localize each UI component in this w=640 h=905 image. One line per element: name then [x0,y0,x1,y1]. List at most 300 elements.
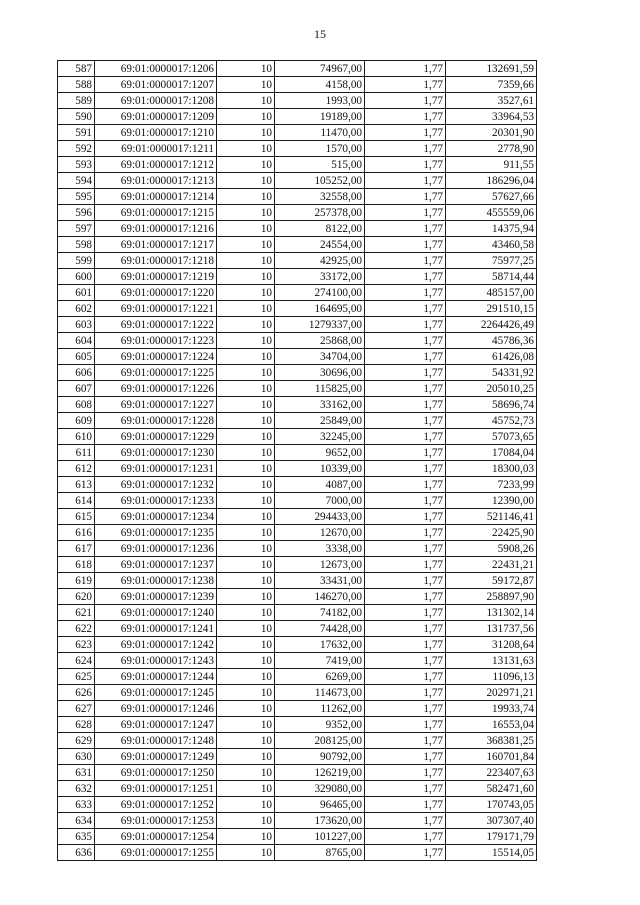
cadastral-number-cell: 69:01:0000017:1244 [95,669,217,685]
row-number-cell: 592 [58,141,95,157]
cadastral-number-cell: 69:01:0000017:1254 [95,829,217,845]
amount-cell: 179171,79 [446,829,537,845]
amount-cell: 485157,00 [446,285,537,301]
row-number-cell: 605 [58,349,95,365]
cadastral-number-cell: 69:01:0000017:1241 [95,621,217,637]
rate-cell: 10 [217,381,275,397]
row-number-cell: 603 [58,317,95,333]
table-row [58,269,537,285]
table-row [58,669,537,685]
amount-cell: 61426,08 [446,349,537,365]
row-number-cell: 636 [58,845,95,861]
cadastral-number-cell: 69:01:0000017:1228 [95,413,217,429]
cadastral-value-cell: 1993,00 [275,93,365,109]
coefficient-cell: 1,77 [365,205,446,221]
table-row [58,397,537,413]
coefficient-cell: 1,77 [365,797,446,813]
cadastral-value-cell: 19189,00 [275,109,365,125]
cadastral-value-cell: 34704,00 [275,349,365,365]
table-row [58,333,537,349]
row-number-cell: 619 [58,573,95,589]
row-number-cell: 622 [58,621,95,637]
coefficient-cell: 1,77 [365,845,446,861]
amount-cell: 170743,05 [446,797,537,813]
rate-cell: 10 [217,653,275,669]
cadastral-value-cell: 74428,00 [275,621,365,637]
coefficient-cell: 1,77 [365,637,446,653]
table-row [58,237,537,253]
coefficient-cell: 1,77 [365,349,446,365]
coefficient-cell: 1,77 [365,701,446,717]
coefficient-cell: 1,77 [365,733,446,749]
table-row [58,173,537,189]
rate-cell: 10 [217,557,275,573]
rate-cell: 10 [217,429,275,445]
rate-cell: 10 [217,589,275,605]
row-number-cell: 626 [58,685,95,701]
cadastral-value-cell: 1279337,00 [275,317,365,333]
row-number-cell: 621 [58,605,95,621]
cadastral-value-cell: 164695,00 [275,301,365,317]
rate-cell: 10 [217,61,275,77]
rate-cell: 10 [217,669,275,685]
amount-cell: 58714,44 [446,269,537,285]
cadastral-value-cell: 32558,00 [275,189,365,205]
rate-cell: 10 [217,333,275,349]
cadastral-value-cell: 74182,00 [275,605,365,621]
row-number-cell: 623 [58,637,95,653]
cadastral-value-cell: 3338,00 [275,541,365,557]
rate-cell: 10 [217,573,275,589]
row-number-cell: 606 [58,365,95,381]
coefficient-cell: 1,77 [365,525,446,541]
rate-cell: 10 [217,365,275,381]
rate-cell: 10 [217,109,275,125]
table-row [58,477,537,493]
cadastral-number-cell: 69:01:0000017:1221 [95,301,217,317]
cadastral-number-cell: 69:01:0000017:1245 [95,685,217,701]
row-number-cell: 590 [58,109,95,125]
coefficient-cell: 1,77 [365,285,446,301]
amount-cell: 57073,65 [446,429,537,445]
coefficient-cell: 1,77 [365,589,446,605]
rate-cell: 10 [217,749,275,765]
coefficient-cell: 1,77 [365,685,446,701]
cadastral-number-cell: 69:01:0000017:1210 [95,125,217,141]
cadastral-value-cell: 33431,00 [275,573,365,589]
cadastral-value-cell: 7419,00 [275,653,365,669]
cadastral-value-cell: 10339,00 [275,461,365,477]
row-number-cell: 602 [58,301,95,317]
row-number-cell: 625 [58,669,95,685]
cadastral-value-cell: 25849,00 [275,413,365,429]
amount-cell: 15514,05 [446,845,537,861]
amount-cell: 12390,00 [446,493,537,509]
cadastral-number-cell: 69:01:0000017:1226 [95,381,217,397]
rate-cell: 10 [217,349,275,365]
table-row [58,221,537,237]
cadastral-value-cell: 6269,00 [275,669,365,685]
cadastral-value-cell: 329080,00 [275,781,365,797]
row-number-cell: 629 [58,733,95,749]
amount-cell: 18300,03 [446,461,537,477]
cadastral-value-cell: 4087,00 [275,477,365,493]
coefficient-cell: 1,77 [365,77,446,93]
amount-cell: 54331,92 [446,365,537,381]
amount-cell: 75977,25 [446,253,537,269]
cadastral-value-cell: 9352,00 [275,717,365,733]
cadastral-value-cell: 11262,00 [275,701,365,717]
cadastral-value-cell: 105252,00 [275,173,365,189]
coefficient-cell: 1,77 [365,461,446,477]
table-row [58,829,537,845]
cadastral-number-cell: 69:01:0000017:1251 [95,781,217,797]
coefficient-cell: 1,77 [365,605,446,621]
coefficient-cell: 1,77 [365,397,446,413]
table-row [58,349,537,365]
amount-cell: 258897,90 [446,589,537,605]
coefficient-cell: 1,77 [365,157,446,173]
rate-cell: 10 [217,285,275,301]
coefficient-cell: 1,77 [365,61,446,77]
table-row [58,77,537,93]
cadastral-value-cell: 8122,00 [275,221,365,237]
cadastral-number-cell: 69:01:0000017:1238 [95,573,217,589]
cadastral-number-cell: 69:01:0000017:1211 [95,141,217,157]
amount-cell: 45752,73 [446,413,537,429]
coefficient-cell: 1,77 [365,173,446,189]
cadastral-value-cell: 115825,00 [275,381,365,397]
amount-cell: 3527,61 [446,93,537,109]
coefficient-cell: 1,77 [365,829,446,845]
row-number-cell: 612 [58,461,95,477]
rate-cell: 10 [217,157,275,173]
rate-cell: 10 [217,237,275,253]
amount-cell: 31208,64 [446,637,537,653]
rate-cell: 10 [217,397,275,413]
coefficient-cell: 1,77 [365,445,446,461]
amount-cell: 22425,90 [446,525,537,541]
row-number-cell: 609 [58,413,95,429]
cadastral-number-cell: 69:01:0000017:1239 [95,589,217,605]
table-row [58,317,537,333]
table-row [58,461,537,477]
cadastral-value-cell: 8765,00 [275,845,365,861]
coefficient-cell: 1,77 [365,269,446,285]
coefficient-cell: 1,77 [365,493,446,509]
table-row [58,253,537,269]
row-number-cell: 594 [58,173,95,189]
coefficient-cell: 1,77 [365,333,446,349]
cadastral-value-cell: 12670,00 [275,525,365,541]
cadastral-number-cell: 69:01:0000017:1218 [95,253,217,269]
cadastral-number-cell: 69:01:0000017:1247 [95,717,217,733]
table-row [58,797,537,813]
cadastral-value-cell: 30696,00 [275,365,365,381]
amount-cell: 13131,63 [446,653,537,669]
table-row [58,413,537,429]
table-row [58,589,537,605]
amount-cell: 131737,56 [446,621,537,637]
row-number-cell: 614 [58,493,95,509]
cadastral-number-cell: 69:01:0000017:1242 [95,637,217,653]
rate-cell: 10 [217,301,275,317]
cadastral-number-cell: 69:01:0000017:1234 [95,509,217,525]
cadastral-number-cell: 69:01:0000017:1252 [95,797,217,813]
cadastral-value-cell: 257378,00 [275,205,365,221]
row-number-cell: 604 [58,333,95,349]
amount-cell: 223407,63 [446,765,537,781]
row-number-cell: 595 [58,189,95,205]
table-row [58,685,537,701]
cadastral-value-cell: 114673,00 [275,685,365,701]
parcel-table [57,60,537,861]
cadastral-number-cell: 69:01:0000017:1217 [95,237,217,253]
row-number-cell: 628 [58,717,95,733]
table-row [58,205,537,221]
cadastral-number-cell: 69:01:0000017:1212 [95,157,217,173]
table-row [58,573,537,589]
cadastral-number-cell: 69:01:0000017:1248 [95,733,217,749]
cadastral-value-cell: 42925,00 [275,253,365,269]
amount-cell: 16553,04 [446,717,537,733]
cadastral-value-cell: 24554,00 [275,237,365,253]
coefficient-cell: 1,77 [365,749,446,765]
table-row [58,765,537,781]
coefficient-cell: 1,77 [365,253,446,269]
coefficient-cell: 1,77 [365,221,446,237]
row-number-cell: 634 [58,813,95,829]
rate-cell: 10 [217,685,275,701]
rate-cell: 10 [217,173,275,189]
rate-cell: 10 [217,845,275,861]
cadastral-number-cell: 69:01:0000017:1216 [95,221,217,237]
amount-cell: 2264426,49 [446,317,537,333]
cadastral-number-cell: 69:01:0000017:1207 [95,77,217,93]
cadastral-number-cell: 69:01:0000017:1222 [95,317,217,333]
amount-cell: 57627,66 [446,189,537,205]
cadastral-number-cell: 69:01:0000017:1214 [95,189,217,205]
row-number-cell: 610 [58,429,95,445]
coefficient-cell: 1,77 [365,669,446,685]
row-number-cell: 618 [58,557,95,573]
coefficient-cell: 1,77 [365,189,446,205]
cadastral-value-cell: 101227,00 [275,829,365,845]
table-row [58,381,537,397]
table-row [58,701,537,717]
amount-cell: 202971,21 [446,685,537,701]
rate-cell: 10 [217,733,275,749]
cadastral-number-cell: 69:01:0000017:1213 [95,173,217,189]
amount-cell: 291510,15 [446,301,537,317]
table-row [58,189,537,205]
cadastral-number-cell: 69:01:0000017:1243 [95,653,217,669]
table-row [58,285,537,301]
table-row [58,493,537,509]
rate-cell: 10 [217,317,275,333]
amount-cell: 22431,21 [446,557,537,573]
rate-cell: 10 [217,189,275,205]
coefficient-cell: 1,77 [365,365,446,381]
cadastral-number-cell: 69:01:0000017:1232 [95,477,217,493]
coefficient-cell: 1,77 [365,541,446,557]
cadastral-number-cell: 69:01:0000017:1233 [95,493,217,509]
cadastral-value-cell: 294433,00 [275,509,365,525]
amount-cell: 2778,90 [446,141,537,157]
amount-cell: 58696,74 [446,397,537,413]
amount-cell: 33964,53 [446,109,537,125]
rate-cell: 10 [217,269,275,285]
rate-cell: 10 [217,813,275,829]
amount-cell: 59172,87 [446,573,537,589]
cadastral-number-cell: 69:01:0000017:1227 [95,397,217,413]
table-row [58,93,537,109]
coefficient-cell: 1,77 [365,301,446,317]
row-number-cell: 635 [58,829,95,845]
coefficient-cell: 1,77 [365,141,446,157]
table-row [58,445,537,461]
cadastral-value-cell: 208125,00 [275,733,365,749]
amount-cell: 5908,26 [446,541,537,557]
cadastral-number-cell: 69:01:0000017:1237 [95,557,217,573]
cadastral-value-cell: 515,00 [275,157,365,173]
amount-cell: 7359,66 [446,77,537,93]
coefficient-cell: 1,77 [365,717,446,733]
cadastral-value-cell: 146270,00 [275,589,365,605]
rate-cell: 10 [217,77,275,93]
row-number-cell: 627 [58,701,95,717]
rate-cell: 10 [217,701,275,717]
coefficient-cell: 1,77 [365,109,446,125]
row-number-cell: 593 [58,157,95,173]
table-row [58,733,537,749]
table-row [58,365,537,381]
row-number-cell: 588 [58,77,95,93]
row-number-cell: 587 [58,61,95,77]
table-row [58,621,537,637]
rate-cell: 10 [217,541,275,557]
cadastral-value-cell: 1570,00 [275,141,365,157]
row-number-cell: 608 [58,397,95,413]
cadastral-value-cell: 126219,00 [275,765,365,781]
cadastral-number-cell: 69:01:0000017:1255 [95,845,217,861]
cadastral-number-cell: 69:01:0000017:1215 [95,205,217,221]
rate-cell: 10 [217,461,275,477]
table-row [58,125,537,141]
cadastral-number-cell: 69:01:0000017:1209 [95,109,217,125]
table-row [58,429,537,445]
cadastral-value-cell: 274100,00 [275,285,365,301]
cadastral-number-cell: 69:01:0000017:1224 [95,349,217,365]
row-number-cell: 598 [58,237,95,253]
cadastral-value-cell: 33172,00 [275,269,365,285]
amount-cell: 11096,13 [446,669,537,685]
amount-cell: 17084,04 [446,445,537,461]
table-row [58,717,537,733]
coefficient-cell: 1,77 [365,381,446,397]
amount-cell: 186296,04 [446,173,537,189]
amount-cell: 521146,41 [446,509,537,525]
coefficient-cell: 1,77 [365,557,446,573]
row-number-cell: 616 [58,525,95,541]
coefficient-cell: 1,77 [365,653,446,669]
cadastral-value-cell: 17632,00 [275,637,365,653]
cadastral-number-cell: 69:01:0000017:1223 [95,333,217,349]
amount-cell: 205010,25 [446,381,537,397]
row-number-cell: 591 [58,125,95,141]
rate-cell: 10 [217,525,275,541]
row-number-cell: 589 [58,93,95,109]
row-number-cell: 597 [58,221,95,237]
table-row [58,109,537,125]
rate-cell: 10 [217,829,275,845]
cadastral-number-cell: 69:01:0000017:1220 [95,285,217,301]
row-number-cell: 624 [58,653,95,669]
row-number-cell: 600 [58,269,95,285]
table-row [58,61,537,77]
amount-cell: 368381,25 [446,733,537,749]
coefficient-cell: 1,77 [365,813,446,829]
cadastral-number-cell: 69:01:0000017:1246 [95,701,217,717]
cadastral-value-cell: 7000,00 [275,493,365,509]
table-row [58,525,537,541]
rate-cell: 10 [217,605,275,621]
cadastral-value-cell: 74967,00 [275,61,365,77]
cadastral-number-cell: 69:01:0000017:1229 [95,429,217,445]
amount-cell: 160701,84 [446,749,537,765]
coefficient-cell: 1,77 [365,237,446,253]
cadastral-value-cell: 33162,00 [275,397,365,413]
row-number-cell: 631 [58,765,95,781]
coefficient-cell: 1,77 [365,125,446,141]
row-number-cell: 601 [58,285,95,301]
cadastral-value-cell: 173620,00 [275,813,365,829]
rate-cell: 10 [217,509,275,525]
row-number-cell: 633 [58,797,95,813]
cadastral-number-cell: 69:01:0000017:1253 [95,813,217,829]
coefficient-cell: 1,77 [365,477,446,493]
rate-cell: 10 [217,781,275,797]
cadastral-value-cell: 12673,00 [275,557,365,573]
amount-cell: 43460,58 [446,237,537,253]
rate-cell: 10 [217,125,275,141]
cadastral-number-cell: 69:01:0000017:1235 [95,525,217,541]
rate-cell: 10 [217,717,275,733]
coefficient-cell: 1,77 [365,765,446,781]
rate-cell: 10 [217,493,275,509]
table-row [58,557,537,573]
cadastral-value-cell: 96465,00 [275,797,365,813]
coefficient-cell: 1,77 [365,317,446,333]
cadastral-value-cell: 25868,00 [275,333,365,349]
cadastral-number-cell: 69:01:0000017:1230 [95,445,217,461]
cadastral-number-cell: 69:01:0000017:1240 [95,605,217,621]
row-number-cell: 611 [58,445,95,461]
cadastral-value-cell: 90792,00 [275,749,365,765]
rate-cell: 10 [217,765,275,781]
rate-cell: 10 [217,797,275,813]
coefficient-cell: 1,77 [365,93,446,109]
amount-cell: 20301,90 [446,125,537,141]
cadastral-number-cell: 69:01:0000017:1219 [95,269,217,285]
coefficient-cell: 1,77 [365,509,446,525]
coefficient-cell: 1,77 [365,781,446,797]
coefficient-cell: 1,77 [365,413,446,429]
rate-cell: 10 [217,445,275,461]
table-row [58,141,537,157]
row-number-cell: 615 [58,509,95,525]
row-number-cell: 599 [58,253,95,269]
